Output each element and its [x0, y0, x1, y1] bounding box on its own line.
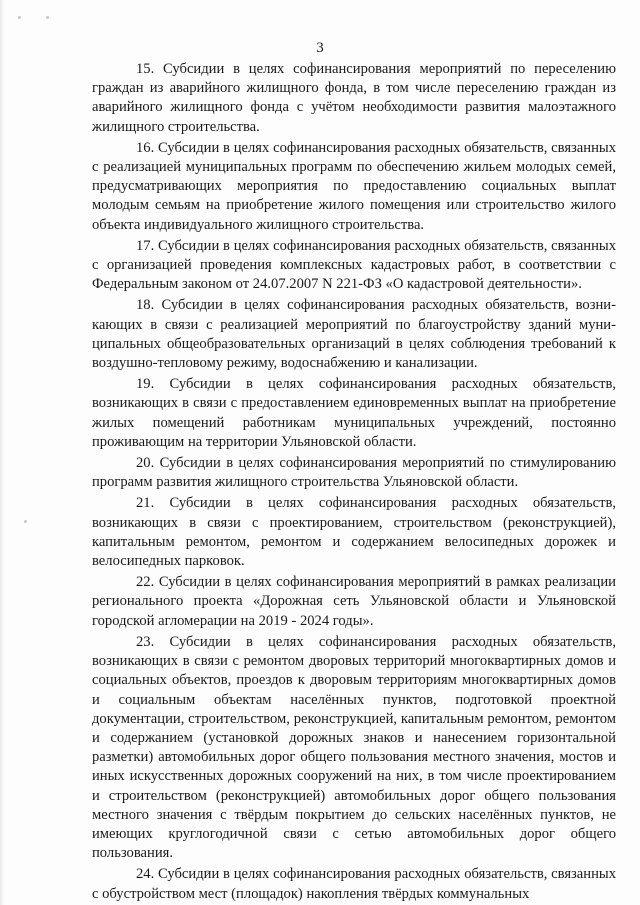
- paragraph-23: 23. Субсидии в целях софинансирования расходных обязательств, возникающих в связи с ремонтом дворовых территорий многоквартирных домов и социальных объектов, проездов к дворовым территориям многоквартирных домов и социальным объектам населённых пунктов, подготовкой проектной документации, строительством, реконструкцией, капитальным ремонтом, ремонтом и содержанием (установкой дорожных знаков и нанесением горизонтальной разметки) автомобильных дорог общего пользования местного значения, мостов и иных искусственных дорожных сооружений на них, в том числе проектированием и строительством (реконструкцией) автомобильных дорог общего пользования местного значения с твёрдым покрытием до сельских населённых пунктов, не имеющих круглогодичной связи с сетью автомобильных дорог общего пользования.: [92, 633, 616, 862]
- paragraph-15: 15. Субсидии в целях софинансирования мероприятий по переселению граждан из аварийного жилищного фонда, в том числе переселению граждан из аварийного жилищного фонда с учётом необходимости развития малоэтажного жилищного строительства.: [92, 61, 616, 135]
- scan-speck: [18, 16, 21, 19]
- paragraph-24: 24. Субсидии в целях софинансирования расходных обязательств, связанных с обустройством мест (площадок) накопления твёрдых коммунальных: [92, 866, 616, 902]
- paragraph-21: 21. Субсидии в целях софинансирования расходных обязательств, возникающих в связи с проектированием, строительством (реконструкцией), капитальным ремонтом, ремонтом и содержанием велосипедных дорожек и велосипедных парковок.: [92, 495, 616, 570]
- scan-speck: [24, 520, 27, 523]
- page-number: 3: [316, 40, 324, 56]
- paragraph-19: 19. Субсидии в целях софинансирования расходных обязательств, возникающих в связи с предоставлением единовременных выплат на приобретение жилых помещений работникам муниципальных учреждений, постоянно проживающим на территории Ульяновской области.: [92, 376, 616, 450]
- paragraph-22: 22. Субсидии в целях софинансирования мероприятий в рамках реализации регионального проекта «Дорожная сеть Ульяновской области и Ульяновской городской агломерации на 2019 - 2024 годы».: [92, 574, 616, 629]
- scan-edge-shadow: [0, 0, 4, 905]
- scan-speck: [46, 16, 49, 19]
- paragraph-17: 17. Субсидии в целях софинансирования расходных обязательств, связанных с организацией проведения комплексных кадастровых работ, в соответствии с Федеральным законом от 24.07.2007 N 221-ФЗ «О кадастровой деятельности».: [92, 237, 616, 293]
- paragraph-20: 20. Субсидии в целях софинансирования мероприятий по стимулированию программ развития жилищного строительства Ульяновской области.: [92, 455, 616, 491]
- paragraph-18: 18. Субсидии в целях софинансирования расходных обязательств, возникающих в связи с реализацией мероприятий по благоустройству зданий муниципальных общеобразовательных организаций в целях соблюдения требований к воздушно-тепловому режиму, водоснабжению и канализации.: [92, 297, 616, 372]
- paragraph-16: 16. Субсидии в целях софинансирования расходных обязательств, связанных с реализацией муниципальных программ по обеспечению жильем молодых семей, предусматривающих мероприятия по предоставлению социальных выплат молодым семьям на приобретение жилого помещения или строительство жилого объекта индивидуального жилищного строительства.: [92, 139, 616, 233]
- document-body: [92, 60, 616, 904]
